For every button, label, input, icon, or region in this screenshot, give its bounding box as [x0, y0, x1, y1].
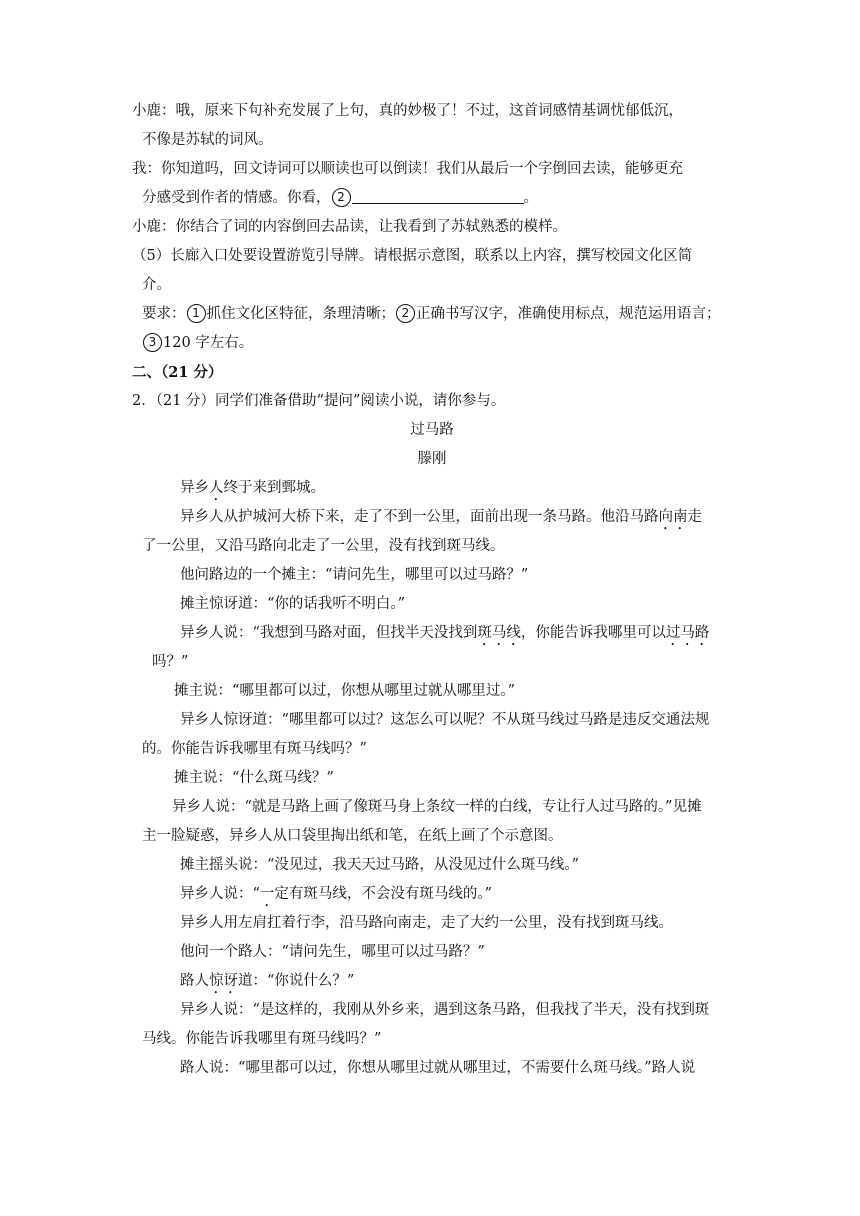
emphasis-text: 过马路 [665, 625, 710, 641]
story-paragraph [132, 677, 732, 706]
text: 要求： [142, 306, 186, 322]
task-line [132, 271, 732, 300]
text: 路人 [180, 973, 209, 989]
story-paragraph [132, 851, 732, 880]
text: 二、（ [132, 364, 169, 381]
text: 吗？” [152, 654, 189, 670]
text: 主一脸疑惑，异乡人从口袋里掏出纸和笔，在纸上画了个示意图。 [142, 828, 563, 844]
task-line [132, 242, 732, 271]
story-paragraph [132, 590, 732, 619]
text: 异乡人从护城河大桥下来，走了不到一公里，面前出现一条马路。他沿马路 [180, 509, 659, 525]
story-title [132, 416, 732, 445]
story-paragraph [132, 619, 732, 648]
text: 道：“你说什么？” [238, 973, 355, 989]
text: 2．（21 分）同学们准备借助“提问”阅读小说，请你参与。 [132, 393, 506, 409]
story-paragraph [132, 735, 732, 764]
text: 不像是苏轼的词风。 [142, 132, 273, 148]
text: 分感受到作者的情感。你看， [142, 190, 331, 206]
text: ，你能告诉我哪里可以 [520, 625, 666, 641]
dialogue-line [132, 126, 732, 155]
story-paragraph [132, 996, 732, 1025]
story-paragraph [132, 967, 732, 996]
text: 介。 [142, 277, 171, 293]
text: 异乡 [180, 480, 209, 496]
text: 小鹿：你结合了词的内容倒回去品读，让我看到了苏轼熟悉的模样。 [132, 219, 567, 235]
circled-number: 1 [187, 304, 206, 323]
text: 终于来到鄄城。 [223, 480, 325, 496]
text: 小鹿：哦，原来下句补充发展了上句，真的妙极了！不过，这首词感情基调忧郁低沉， [132, 103, 683, 119]
text: 过马路 [410, 422, 454, 438]
text: 走 [687, 509, 702, 525]
text: 摊主惊讶道：“你的话我听不明白。” [180, 596, 406, 612]
emphasis-text: 一 [259, 886, 275, 902]
story-paragraph [132, 474, 732, 503]
answer-blank[interactable] [352, 187, 524, 204]
text: 异乡人说：“ [180, 886, 260, 902]
story-paragraph [132, 909, 732, 938]
text: 路人说：“哪里都可以过，你想从哪里过就从哪里过，不需要什么斑马线。”路人说 [180, 1060, 696, 1076]
story-paragraph [132, 880, 732, 909]
text: 他问一个路人：“请问先生，哪里可以过马路？” [180, 944, 485, 960]
text: （5）长廊入口处要设置游览引导牌。请根据示意图，联系以上内容，撰写校园文化区简 [132, 248, 693, 264]
emphasis-text: 向南 [658, 509, 688, 525]
text: 滕刚 [417, 451, 447, 467]
circled-number: 2 [396, 304, 415, 323]
story-author [132, 445, 732, 474]
emphasis-text: 惊讶 [209, 973, 238, 989]
circled-number: 3 [143, 333, 162, 352]
text: 异乡人说：“我想到马路对面，但找半天没找到 [180, 625, 478, 641]
text: 了一公里，又沿马路向北走了一公里，没有找到斑马线。 [142, 538, 505, 554]
story-paragraph [132, 532, 732, 561]
text: 异乡人说：“就是马路上画了像斑马身上条纹一样的白线，专让行人过马路的。”见摊 [172, 799, 702, 815]
emphasis-text: 人 [209, 480, 224, 496]
question-line [132, 387, 732, 416]
text: ） [207, 364, 223, 381]
text: 异乡人惊讶道：“哪里都可以过？这怎么可以呢？不从斑马线过马路是违反交通法规 [180, 712, 710, 728]
story-paragraph [132, 822, 732, 851]
dialogue-line [132, 155, 732, 184]
dialogue-line [132, 97, 732, 126]
story-paragraph [132, 793, 732, 822]
story-paragraph [132, 1025, 732, 1054]
story-paragraph [132, 706, 732, 735]
text: 摊主说：“哪里都可以过，你想从哪里过就从哪里过。” [174, 683, 516, 699]
section-heading [132, 358, 732, 387]
story-paragraph [132, 764, 732, 793]
circled-number: 2 [332, 188, 351, 207]
text: 异乡人说：“是这样的，我刚从外乡来，遇到这条马路，但我找了半天，没有找到斑 [180, 1002, 710, 1018]
text: 异乡人用左肩扛着行李，沿马路向南走，走了大约一公里，没有找到斑马线。 [180, 915, 673, 931]
dialogue-line [132, 184, 732, 213]
requirements-line [132, 300, 732, 329]
text: 21 分 [168, 364, 208, 381]
requirements-line [132, 329, 732, 358]
story-paragraph [132, 561, 732, 590]
text: 摊主说：“什么斑马线？” [174, 770, 334, 786]
text: 抓住文化区特征，条理清晰； [206, 306, 395, 322]
text: 马线。你能告诉我哪里有斑马线吗？” [142, 1031, 382, 1047]
story-paragraph [132, 938, 732, 967]
story-paragraph [132, 648, 732, 677]
text: 。 [523, 190, 538, 206]
story-paragraph [132, 503, 732, 532]
dialogue-line [132, 213, 732, 242]
document-content [132, 97, 732, 1083]
text: 的。你能告诉我哪里有斑马线吗？” [142, 741, 367, 757]
text: 我：你知道吗，回文诗词可以顺读也可以倒读！我们从最后一个字倒回去读，能够更充 [132, 161, 683, 177]
text: 正确书写汉字，准确使用标点，规范运用语言； [416, 306, 721, 322]
emphasis-text: 斑马线 [477, 625, 521, 641]
story-paragraph [132, 1054, 732, 1083]
text: 定有斑马线，不会没有斑马线的。” [274, 886, 493, 902]
text: 120 字左右。 [163, 335, 254, 351]
text: 摊主摇头说：“没见过，我天天过马路，从没见过什么斑马线。” [180, 857, 580, 873]
text: 他问路边的一个摊主：“请问先生，哪里可以过马路？” [180, 567, 529, 583]
